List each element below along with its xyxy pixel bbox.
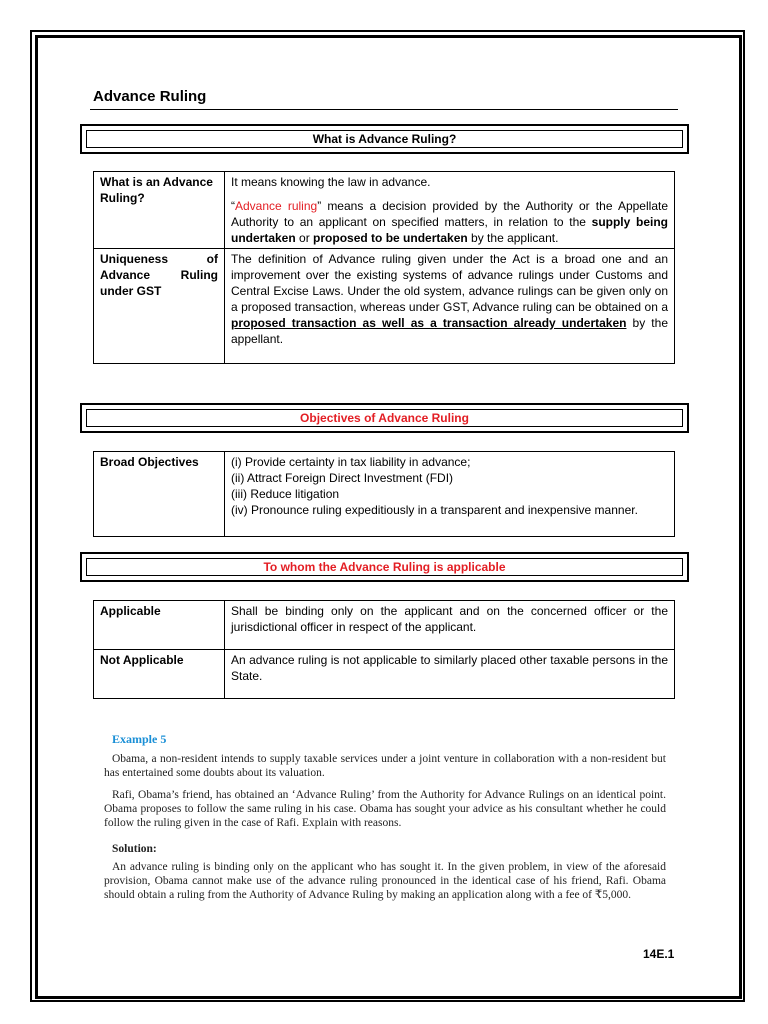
solution-label: Solution: <box>112 843 157 855</box>
list-item: (i) Provide certainty in tax liability in advance; <box>231 455 471 469</box>
title-underline <box>90 109 678 110</box>
section-heading-objectives: Objectives of Advance Ruling <box>86 409 683 427</box>
example-paragraph: Obama, a non-resident intends to supply taxable services under a joint venture in collaboration with a non-resident but has entertained some doubts about its valuation. <box>104 753 666 779</box>
definition-detail: “Advance ruling” means a decision provided by the Authority or the Appellate Authority to an applicant on specified matters, in relation to the supply being undertaken or proposed to be undertaken by the applicant. <box>231 199 668 245</box>
objectives-table <box>93 451 675 537</box>
row-content-what-is <box>225 172 675 249</box>
solution-text: An advance ruling is binding only on the applicant who has sought it. In the given problem, in view of the aforesaid provision, Obama cannot make use of the advance ruling pronounced in the identical case of his friend, Rafi. Obama should obtain a ruling from the Authority of Advance Ruling by making an application along with a fee of ₹5,000. <box>104 861 666 901</box>
advance-ruling-term: Advance ruling <box>235 199 318 213</box>
table-row <box>94 601 675 650</box>
page-title: Advance Ruling <box>93 88 207 105</box>
list-item: (iii) Reduce litigation <box>231 487 340 501</box>
table-row <box>94 650 675 699</box>
row-label-what-is: What is an Advance Ruling? <box>94 172 225 249</box>
section-banner-applicable <box>80 552 689 582</box>
list-item: (ii) Attract Foreign Direct Investment (FDI) <box>231 471 454 485</box>
row-label-uniqueness: Uniqueness of Advance Ruling under GST <box>94 249 225 364</box>
list-item: (iv) Pronounce ruling expeditiously in a transparent and inexpensive manner. <box>231 503 638 517</box>
example-block <box>104 732 666 910</box>
objectives-list <box>225 452 675 537</box>
section-banner-objectives <box>80 403 689 433</box>
example-paragraph: Rafi, Obama’s friend, has obtained an ‘Advance Ruling’ from the Authority for Advance Rulings on an identical point. Obama proposes to follow the same ruling in his case. Obama has sought your advice as his consultant whether he could follow the ruling given in the case of Rafi. Explain with reasons. <box>104 789 666 829</box>
section-heading-applicable: To whom the Advance Ruling is applicable <box>86 558 683 576</box>
page-number: 14E.1 <box>643 947 675 961</box>
row-label-applicable: Applicable <box>94 601 225 650</box>
applicability-table <box>93 600 675 699</box>
row-content-not-applicable: An advance ruling is not applicable to similarly placed other taxable persons in the State. <box>225 650 675 699</box>
row-content-applicable: Shall be binding only on the applicant and on the concerned officer or the jurisdictional officer in respect of the applicant. <box>225 601 675 650</box>
row-content-uniqueness: The definition of Advance ruling given under the Act is a broad one and an improvement over the existing systems of advance rulings under Customs and Central Excise Laws. Under the old system, advance rulings can be given only on a proposed transaction, whereas under GST, Advance ruling can be obtained on a proposed transaction as well as a transaction already undertaken by the appellant. <box>225 249 675 364</box>
definition-table <box>93 171 675 364</box>
row-label-not-applicable: Not Applicable <box>94 650 225 699</box>
row-label-objectives: Broad Objectives <box>94 452 225 537</box>
definition-intro: It means knowing the law in advance. <box>231 175 431 189</box>
section-heading-what: What is Advance Ruling? <box>86 130 683 148</box>
table-row <box>94 249 675 364</box>
section-banner-what <box>80 124 689 154</box>
example-title: Example 5 <box>112 732 167 746</box>
table-row <box>94 452 675 537</box>
table-row <box>94 172 675 249</box>
key-phrase: proposed transaction as well as a transaction already undertaken <box>231 316 627 330</box>
